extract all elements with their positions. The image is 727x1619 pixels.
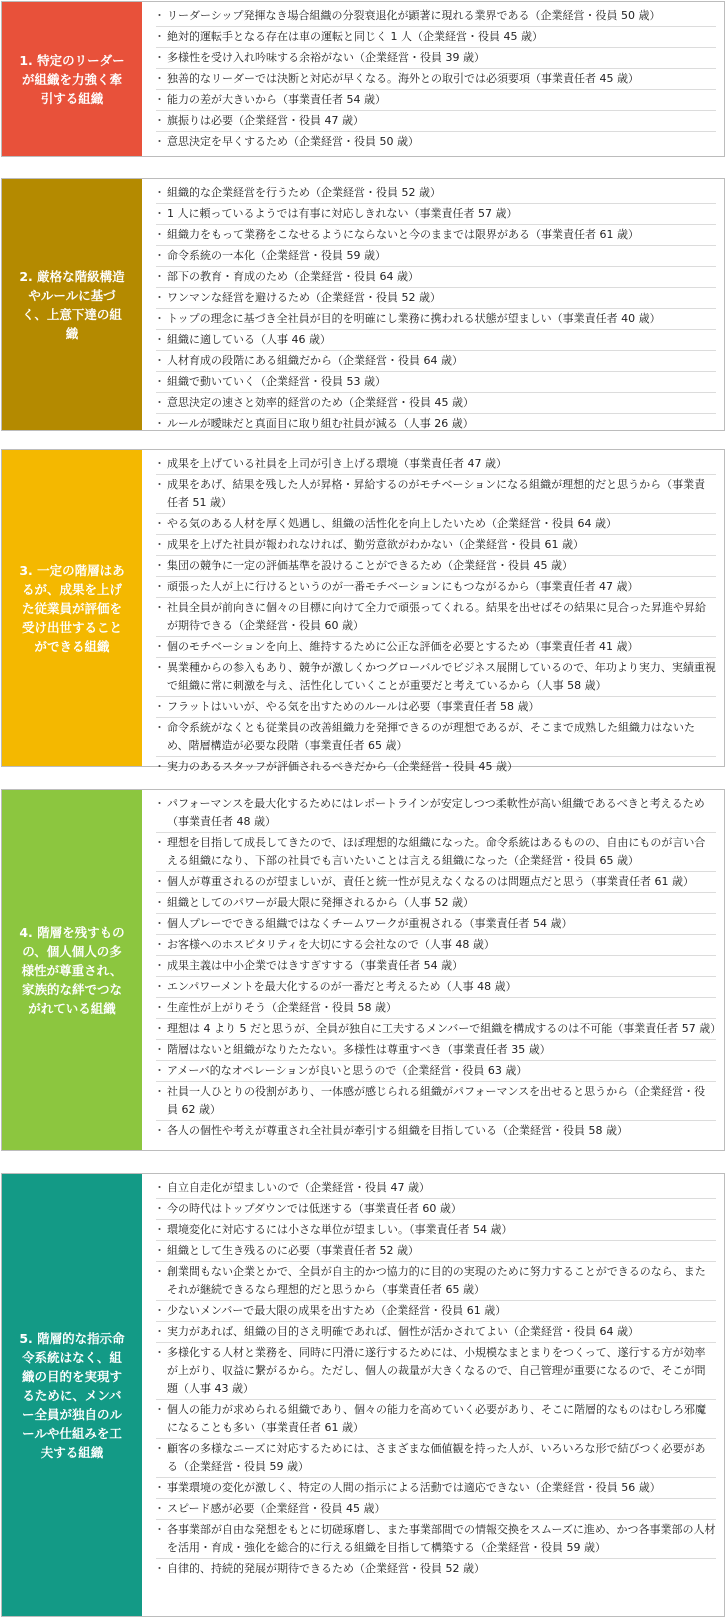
section-4 [1,789,725,1151]
section-5-label: 5. 階層的な指示命令系統はなく、組織の目的を実現するために、メンバー全員が独自のルールや仕組みを工夫する組織 [19,1330,125,1460]
reason-item: ・ 理想は 4 より 5 だと思うが、全員が独自に工夫するメンバーで組織を構成するのは不可能（事業責任者 57 歳） [156,1019,716,1040]
section-1-reasons [142,2,724,156]
reason-item: ・ 組織としてのパワーが最大限に発揮されるから（人事 52 歳） [156,893,716,914]
reason-item: ・ アメーバ的なオペレーションが良いと思うので（企業経営・役員 63 歳） [156,1061,716,1082]
reason-item: ・ 個人の能力が求められる組織であり、個々の能力を高めていく必要があり、そこに階層的なものはむしろ邪魔になることも多い（事業責任者 61 歳） [156,1400,716,1439]
reason-item: ・ 各事業部が自由な発想をもとに切磋琢磨し、また事業部間での情報交換をスムーズに進め、かつ各事業部の人材を活用・育成・強化を総合的に行える組織を目指して構築する（企業経営・役員 59 歳） [156,1520,716,1559]
reason-item: ・ 異業種からの参入もあり、競争が激しくかつグローバルでビジネス展開しているので、年功より実力、実績重視で組織に常に刺激を与え、活性化していくことが重要だと考えているから（人事 58 歳） [156,658,716,697]
section-1-label-box [2,2,142,156]
reason-item: ・ 個人プレーでできる組織ではなくチームワークが重視される（事業責任者 54 歳） [156,914,716,935]
reason-item: ・ ワンマンな経営を避けるため（企業経営・役員 52 歳） [156,288,716,309]
reason-item: ・ 創業間もない企業とかで、全員が自主的かつ協力的に目的の実現のために努力することができるのなら、またそれが継続できるなら理想的だと思うから（事業責任者 65 歳） [156,1262,716,1301]
reason-item: ・ 独善的なリーダーでは決断と対応が早くなる。海外との取引では必須要項（事業責任者 45 歳） [156,69,716,90]
reason-item: ・ 命令系統の一本化（企業経営・役員 59 歳） [156,246,716,267]
reason-item: ・ 1 人に頼っているようでは有事に対応しきれない（事業責任者 57 歳） [156,204,716,225]
reason-item: ・ ルールが曖昧だと真面目に取り組む社員が減る（人事 26 歳） [156,414,716,434]
reason-item: ・ 実力のあるスタッフが評価されるべきだから（企業経営・役員 45 歳） [156,757,716,777]
section-4-label: 4. 階層を残すものの、個人個人の多様性が尊重され、家族的な絆でつながれている組織 [19,924,125,1016]
section-2-label-box [2,179,142,430]
reason-item: ・ 理想を目指して成長してきたので、ほぼ理想的な組織になった。命令系統はあるものの、自由にものが言い合える組織になり、下部の社員でも言いたいことは言える組織になった（企業経営・役員 65 歳） [156,833,716,872]
reason-item: ・ 集団の競争に一定の評価基準を設けることができるため（企業経営・役員 45 歳） [156,556,716,577]
section-3-label: 3. 一定の階層はあるが、成果を上げた従業員が評価を受け出世することができる組織 [19,562,125,654]
reason-item: ・ 人材育成の段階にある組織だから（企業経営・役員 64 歳） [156,351,716,372]
reason-item: ・ 命令系統がなくとも従業員の改善組織力を発揮できるのが理想であるが、そこまで成熟した組織力はないため、階層構造が必要な段階（事業責任者 65 歳） [156,718,716,757]
reason-item: ・ 自立自走化が望ましいので（企業経営・役員 47 歳） [156,1178,716,1199]
section-3-reasons [142,450,724,773]
reason-item: ・ リーダーシップ発揮なき場合組織の分裂衰退化が顕著に現れる業界である（企業経営・役員 50 歳） [156,6,716,27]
reason-item: ・ 成果を上げている社員を上司が引き上げる環境（事業責任者 47 歳） [156,454,716,475]
section-3 [1,449,725,773]
reason-item: ・ 今の時代はトップダウンでは低迷する（事業責任者 60 歳） [156,1199,716,1220]
reason-item: ・ やる気のある人材を厚く処遇し、組織の活性化を向上したいため（企業経営・役員 64 歳） [156,514,716,535]
reason-item: ・ トップの理念に基づき全社員が目的を明確にし業務に携われる状態が望ましい（事業責任者 40 歳） [156,309,716,330]
reason-item: ・ パフォーマンスを最大化するためにはレポートラインが安定しつつ柔軟性が高い組織であるべきと考えるため（事業責任者 48 歳） [156,794,716,833]
reason-item: ・ 少ないメンバーで最大限の成果を出すため（企業経営・役員 61 歳） [156,1301,716,1322]
reason-item: ・ 多様性を受け入れ吟味する余裕がない（企業経営・役員 39 歳） [156,48,716,69]
reason-item: ・ 意思決定を早くするため（企業経営・役員 50 歳） [156,132,716,152]
reason-item: ・ 成果をあげ、結果を残した人が昇格・昇給するのがモチベーションになる組織が理想的だと思うから（事業責任者 51 歳） [156,475,716,514]
reason-item: ・ スピード感が必要（企業経営・役員 45 歳） [156,1499,716,1520]
section-5-reasons [142,1174,724,1616]
section-4-label-box [2,790,142,1150]
reason-item: ・ フラットはいいが、やる気を出すためのルールは必要（事業責任者 58 歳） [156,697,716,718]
reason-item: ・ 意思決定の速さと効率的経営のため（企業経営・役員 45 歳） [156,393,716,414]
reason-item: ・ お客様へのホスピタリティを大切にする会社なので（人事 48 歳） [156,935,716,956]
section-1-label: 1. 特定のリーダーが組織を力強く牽引する組織 [19,52,125,106]
reason-item: ・ 成果を上げた社員が報われなければ、勤労意欲がわかない（企業経営・役員 61 歳） [156,535,716,556]
reason-item: ・ 部下の教育・育成のため（企業経営・役員 64 歳） [156,267,716,288]
reason-item: ・ 生産性が上がりそう（企業経営・役員 58 歳） [156,998,716,1019]
section-2 [1,178,725,431]
reason-item: ・ 実力があれば、組織の目的さえ明確であれば、個性が活かされてよい（企業経営・役員 64 歳） [156,1322,716,1343]
reason-item: ・ 階層はないと組織がなりたたない。多様性は尊重すべき（事業責任者 35 歳） [156,1040,716,1061]
section-5 [1,1173,725,1617]
reason-item: ・ 組織力をもって業務をこなせるようにならないと今のままでは限界がある（事業責任者 61 歳） [156,225,716,246]
reason-item: ・ 自律的、持続的発展が期待できるため（企業経営・役員 52 歳） [156,1559,716,1579]
reason-item: ・ 事業環境の変化が激しく、特定の人間の指示による活動では適応できない（企業経営・役員 56 歳） [156,1478,716,1499]
reason-item: ・ 組織的な企業経営を行うため（企業経営・役員 52 歳） [156,183,716,204]
reason-item: ・ 組織で動いていく（企業経営・役員 53 歳） [156,372,716,393]
reason-item: ・ 社員一人ひとりの役割があり、一体感が感じられる組織がパフォーマンスを出せると思うから（企業経営・役員 62 歳） [156,1082,716,1121]
section-3-label-box [2,450,142,766]
section-4-reasons [142,790,724,1150]
reason-item: ・ エンパワーメントを最大化するのが一番だと考えるため（人事 48 歳） [156,977,716,998]
reason-item: ・ 能力の差が大きいから（事業責任者 54 歳） [156,90,716,111]
reason-item: ・ 旗振りは必要（企業経営・役員 47 歳） [156,111,716,132]
reason-item: ・ 成果主義は中小企業ではきすぎすする（事業責任者 54 歳） [156,956,716,977]
reason-item: ・ 多様化する人材と業務を、同時に円滑に遂行するためには、小規模なまとまりをつくって、遂行する方が効率が上がり、収益に繋がるから。ただし、個人の裁量が大きくなるので、自己管理が重要になるので、そこが問題（人事 43 歳） [156,1343,716,1400]
reason-item: ・ 個人が尊重されるのが望ましいが、責任と統一性が見えなくなるのは問題点だと思う（事業責任者 61 歳） [156,872,716,893]
reason-item: ・ 社員全員が前向きに個々の目標に向けて全力で頑張ってくれる。結果を出せばその結果に見合った昇進や昇給が期待できる（企業経営・役員 60 歳） [156,598,716,637]
section-1 [1,1,725,157]
reason-item: ・ 組織に適している（人事 46 歳） [156,330,716,351]
section-2-reasons [142,179,724,430]
reason-item: ・ 組織として生き残るのに必要（事業責任者 52 歳） [156,1241,716,1262]
reason-item: ・ 個のモチベーションを向上、維持するために公正な評価を必要とするため（事業責任者 41 歳） [156,637,716,658]
section-2-label: 2. 厳格な階級構造やルールに基づく、上意下達の組織 [19,268,125,341]
reason-item: ・ 頑張った人が上に行けるというのが一番モチベーションにもつながるから（事業責任者 47 歳） [156,577,716,598]
section-5-label-box [2,1174,142,1616]
reason-item: ・ 絶対的運転手となる存在は車の運転と同じく 1 人（企業経営・役員 45 歳） [156,27,716,48]
reason-item: ・ 顧客の多様なニーズに対応するためには、さまざまな価値観を持った人が、いろいろな形で結びつく必要がある（企業経営・役員 59 歳） [156,1439,716,1478]
reason-item: ・ 各人の個性や考えが尊重され全社員が牽引する組織を目指している（企業経営・役員 58 歳） [156,1121,716,1141]
reason-item: ・ 環境変化に対応するには小さな単位が望ましい。（事業責任者 54 歳） [156,1220,716,1241]
